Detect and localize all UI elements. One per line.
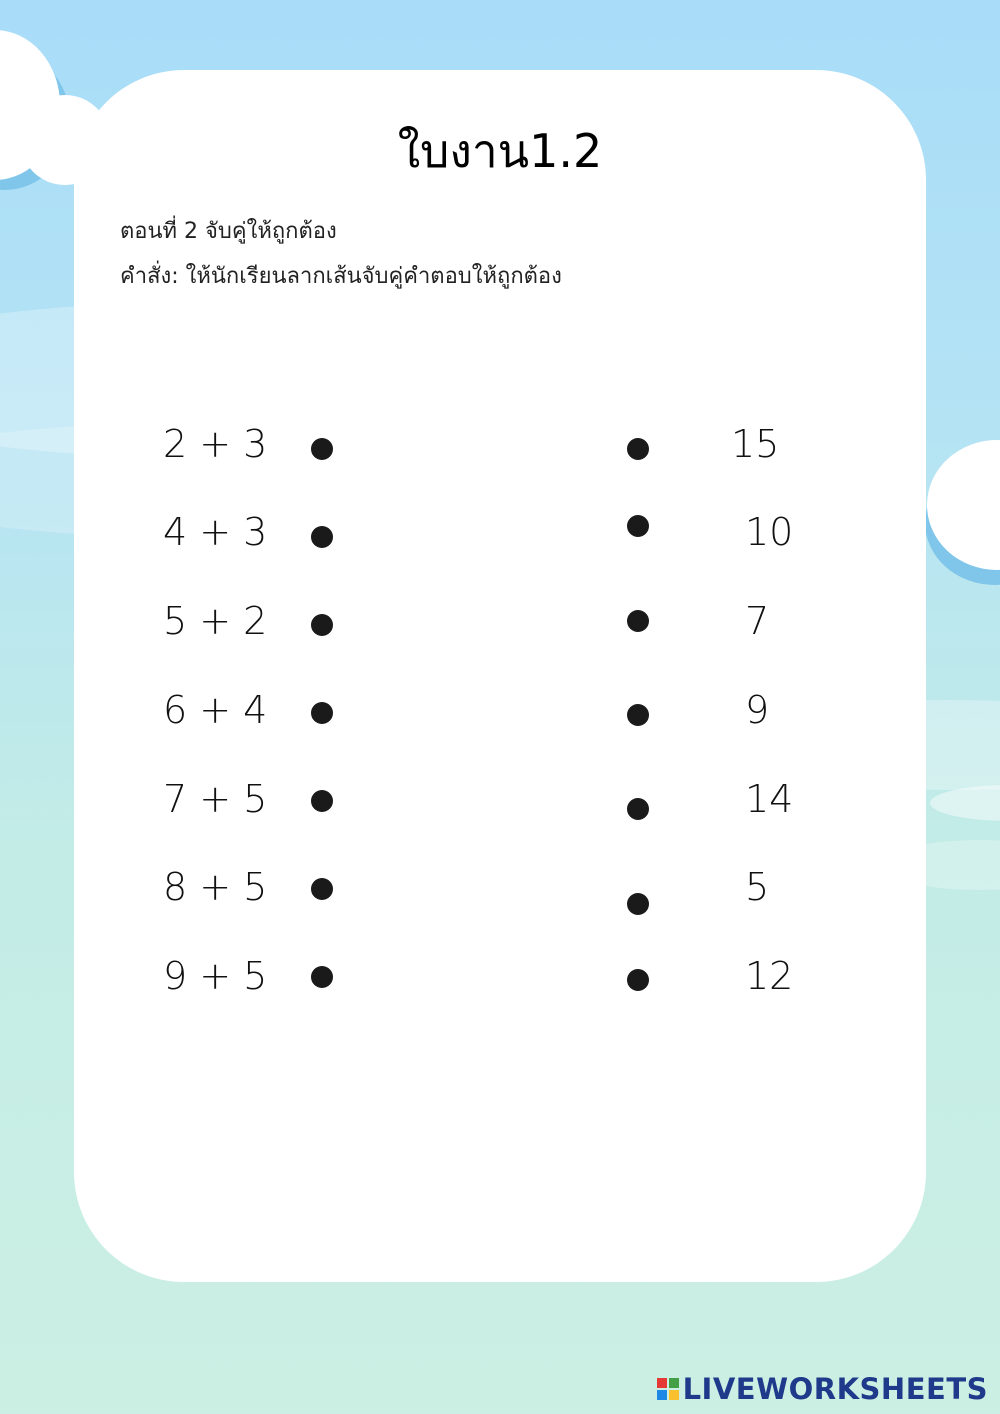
- left-match-dot[interactable]: [311, 966, 333, 988]
- left-match-dot[interactable]: [311, 614, 333, 636]
- liveworksheets-logo[interactable]: [657, 1372, 988, 1406]
- right-item: 9: [745, 688, 770, 732]
- logo-block: [669, 1390, 679, 1400]
- right-match-dot[interactable]: [627, 704, 649, 726]
- logo-text: LIVEWORKSHEETS: [682, 1372, 988, 1406]
- left-item: 7 + 5: [163, 777, 268, 821]
- right-match-dot[interactable]: [627, 969, 649, 991]
- right-item: 10: [745, 510, 794, 554]
- instruction-part: ตอนที่ 2 จับคู่ให้ถูกต้อง: [120, 219, 337, 244]
- left-match-dot[interactable]: [311, 878, 333, 900]
- right-item: 7: [745, 599, 770, 643]
- right-match-dot[interactable]: [627, 610, 649, 632]
- right-match-dot[interactable]: [627, 515, 649, 537]
- right-match-dot[interactable]: [627, 798, 649, 820]
- sky-band: [930, 785, 1000, 821]
- worksheet-card: [74, 70, 926, 1282]
- right-item: 12: [745, 954, 794, 998]
- right-match-dot[interactable]: [627, 438, 649, 460]
- left-item: 9 + 5: [163, 954, 268, 998]
- left-match-dot[interactable]: [311, 790, 333, 812]
- left-item: 4 + 3: [163, 510, 268, 554]
- left-item: 5 + 2: [163, 599, 268, 643]
- logo-block: [669, 1378, 679, 1388]
- left-item: 2 + 3: [163, 422, 268, 466]
- left-item: 8 + 5: [163, 865, 268, 909]
- right-item: 5: [745, 865, 770, 909]
- right-item: 14: [745, 777, 794, 821]
- logo-block: [657, 1390, 667, 1400]
- left-item: 6 + 4: [163, 688, 268, 732]
- left-match-dot[interactable]: [311, 438, 333, 460]
- logo-block: [657, 1378, 667, 1388]
- page-title: ใบงาน1.2: [397, 124, 603, 178]
- left-match-dot[interactable]: [311, 526, 333, 548]
- right-item: 15: [731, 422, 780, 466]
- instruction-command: คำสั่ง: ให้นักเรียนลากเส้นจับคู่คำตอบให้ถูกต้อง: [120, 264, 562, 289]
- logo-mark-icon: [657, 1378, 679, 1400]
- right-match-dot[interactable]: [627, 893, 649, 915]
- left-match-dot[interactable]: [311, 702, 333, 724]
